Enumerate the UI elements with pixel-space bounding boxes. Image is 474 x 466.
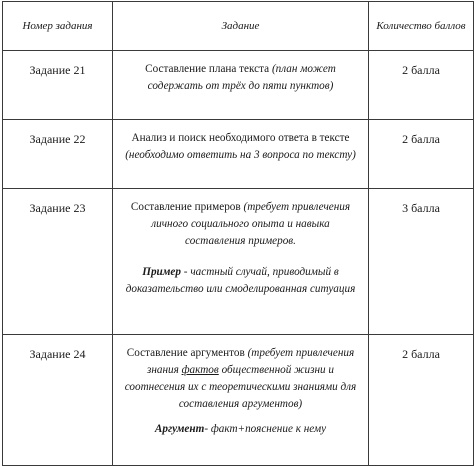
task-note: (необходимо ответить на 3 вопроса по тексту) <box>125 149 356 161</box>
task-note-underlined: фактов <box>181 364 219 376</box>
task-points: 2 балла <box>369 51 474 120</box>
task-description <box>113 120 369 189</box>
table-row <box>3 51 474 120</box>
task-number: Задание 24 <box>3 335 113 466</box>
task-description <box>113 51 369 120</box>
task-points: 2 балла <box>369 335 474 466</box>
header-points: Количество баллов <box>369 2 474 51</box>
task-description <box>113 189 369 335</box>
task-points: 2 балла <box>369 120 474 189</box>
task-description <box>113 335 369 466</box>
term-definition: - факт+пояснение к нему <box>204 423 327 435</box>
task-number: Задание 22 <box>3 120 113 189</box>
header-task: Задание <box>113 2 369 51</box>
header-number: Номер задания <box>3 2 113 51</box>
task-note-part-b: общественной жизни и соотнесения их с теоретическими знаниями для составления аргументов) <box>124 364 357 410</box>
term-label: Пример <box>142 266 181 278</box>
task-note: (план может содержать от трёх до пяти пунктов) <box>147 63 336 92</box>
task-main-text: Составление примеров <box>130 201 241 213</box>
task-note: (требует привлечения личного социального опыта и навыка составления примеров. <box>151 201 351 247</box>
task-note-part-a: (требует привлечения знания <box>146 347 355 376</box>
term-definition: - частный случай, приводимый в доказательство или смоделированная ситуация <box>125 266 356 295</box>
term-label: Аргумент <box>154 423 205 435</box>
task-number: Задание 23 <box>3 189 113 335</box>
table-row <box>3 120 474 189</box>
task-main-text: Составление аргументов <box>126 347 245 359</box>
scoring-table <box>2 1 474 466</box>
table-row <box>3 189 474 335</box>
task-number: Задание 21 <box>3 51 113 120</box>
table-row <box>3 335 474 466</box>
header-row <box>3 2 474 51</box>
task-main-text: Анализ и поиск необходимого ответа в тексте <box>131 132 350 144</box>
task-main-text: Составление плана текста <box>145 63 270 75</box>
task-points: 3 балла <box>369 189 474 335</box>
